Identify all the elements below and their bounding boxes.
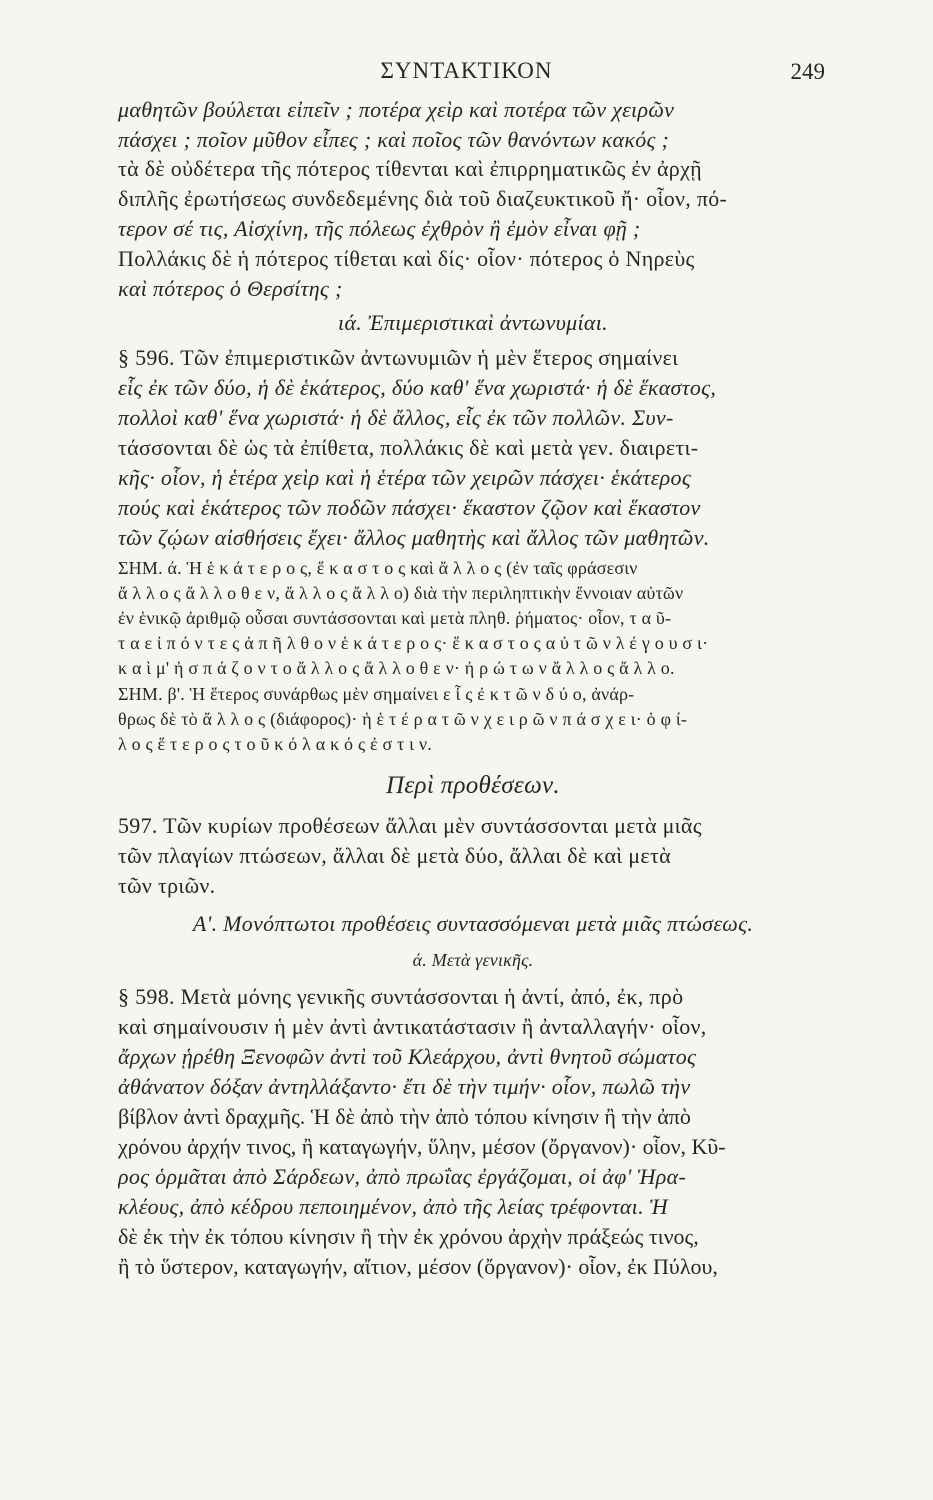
text-line: μαθητῶν βούλεται εἰπεῖν ; ποτέρα χεὶρ καὶ ποτέρα τῶν χειρῶν xyxy=(118,97,675,122)
text-line: ἄρχων ᾑρέθη Ξενοφῶν ἀντὶ τοῦ Κλεάρχου, ἀντὶ θνητοῦ σώματος xyxy=(118,1044,697,1069)
note-line: θρως δὲ τὸ ἄ λ λ ο ς (διάφορος)· ἡ ἑ τ έ ρ α τ ῶ ν χ ε ι ρ ῶ ν π ά σ χ ε ι· ὁ φ ί- xyxy=(118,709,688,729)
text-line: πούς καὶ ἑκάτερος τῶν ποδῶν πάσχει· ἕκαστον ζῷον καὶ ἕκαστον xyxy=(118,495,701,520)
text-line: εἷς ἐκ τῶν δύο, ἡ δὲ ἑκάτερος, δύο καθ' ἕνα χωριστά· ἡ δὲ ἕκαστος, xyxy=(118,375,717,400)
text-line: τῶν τριῶν. xyxy=(118,873,216,898)
note-line: ἄ λ λ ο ς ἄ λ λ ο θ ε ν, ἄ λ λ ο ς ἄ λ λ ο) διὰ τὴν περιληπτικὴν ἔννοιαν αὐτῶν xyxy=(118,583,684,603)
text-line: τῶν πλαγίων πτώσεων, ἄλλαι δὲ μετὰ δύο, ἄλλαι δὲ καὶ μετὰ xyxy=(118,843,671,868)
text-line: δὲ ἐκ τὴν ἐκ τόπου κίνησιν ἢ τὴν ἐκ χρόνου ἀρχὴν πράξεώς τινος, xyxy=(118,1224,699,1249)
text-line: διπλῆς ἐρωτήσεως συνδεδεμένης διὰ τοῦ διαζευκτικοῦ ἤ· οἷον, πό- xyxy=(118,186,728,211)
note-line: ἐν ἑνικῷ ἀριθμῷ οὖσαι συντάσσονται καὶ μετὰ πληθ. ῥήματος· οἷον, τ α ῦ- xyxy=(118,608,672,628)
text-line: Πολλάκις δὲ ἡ πότερος τίθεται καὶ δίς· οἷον· πότερος ὁ Νηρεὺς xyxy=(118,246,695,271)
text-line: βίβλον ἀντὶ δραχμῆς. Ἡ δὲ ἀπὸ τὴν ἀπὸ τόπου κίνησιν ἢ τὴν ἀπὸ xyxy=(118,1104,691,1129)
text-line: καὶ πότερος ὁ Θερσίτης ; xyxy=(118,276,343,301)
text-line: πάσχει ; ποῖον μῦθον εἶπες ; καὶ ποῖος τῶν θανόντων κακός ; xyxy=(118,127,670,152)
note-line: λ ο ς ἕ τ ε ρ ο ς τ ο ῦ κ ό λ α κ ό ς ἐ σ τ ι ν. xyxy=(118,734,432,754)
paragraph-598-line: § 598. Μετὰ μόνης γενικῆς συντάσσονται ἡ ἀντί, ἀπό, ἐκ, πρὸ xyxy=(118,984,684,1009)
paragraph-596-line: § 596. Τῶν ἐπιμεριστικῶν ἀντωνυμιῶν ἡ μὲν ἕτερος σημαίνει xyxy=(118,345,679,370)
note-line: τ α ε ἰ π ό ν τ ε ς ἀ π ῆ λ θ ο ν ἑ κ ά τ ε ρ ο ς· ἕ κ α σ τ ο ς α ὐ τ ῶ ν λ έ γ ο υ σ ι· xyxy=(118,633,709,653)
subsection-heading-small: ά. Μετὰ γενικῆς. xyxy=(412,950,534,970)
text-line: τῶν ζῴων αἰσθήσεις ἔχει· ἄλλος μαθητὴς καὶ ἄλλος τῶν μαθητῶν. xyxy=(118,525,710,550)
text-line: ἢ τὸ ὕστερον, καταγωγήν, αἴτιον, μέσον (ὄργανον)· οἷον, ἐκ Πύλου, xyxy=(118,1254,718,1279)
subsection-heading: Α'. Μονόπτωτοι προθέσεις συντασσόμεναι μετὰ μιᾶς πτώσεως. xyxy=(192,911,754,936)
note-line: ΣΗΜ. ά. Ἡ ἑ κ ά τ ε ρ ο ς, ἕ κ α σ τ ο ς καὶ ἄ λ λ ο ς (ἐν ταῖς φράσεσιν xyxy=(118,558,638,578)
page-number: 249 xyxy=(790,59,825,84)
text-line: καὶ σημαίνουσιν ἡ μὲν ἀντὶ ἀντικατάστασιν ἢ ἀνταλλαγήν· οἷον, xyxy=(118,1014,707,1039)
section-heading: ιά. Ἐπιμεριστικαὶ ἀντωνυμίαι. xyxy=(338,310,608,335)
note-line: κ α ὶ μ' ἠ σ π ά ζ ο ν τ ο ἄ λ λ ο ς ἄ λ λ ο θ ε ν· ἠ ρ ώ τ ω ν ἄ λ λ ο ς ἄ λ λ ο. xyxy=(118,658,675,678)
running-header-title: ΣΥΝΤΑΚΤΙΚΟΝ xyxy=(380,58,553,83)
paragraph-597-line: 597. Τῶν κυρίων προθέσεων ἄλλαι μὲν συντάσσονται μετὰ μιᾶς xyxy=(118,813,702,838)
text-line: πολλοὶ καθ' ἕνα χωριστά· ἡ δὲ ἄλλος, εἷς ἐκ τῶν πολλῶν. Συν- xyxy=(118,405,674,430)
note-line: ΣΗΜ. β'. Ἡ ἕτερος συνάρθως μὲν σημαίνει ε ἷ ς ἐ κ τ ῶ ν δ ύ ο, ἀνάρ- xyxy=(118,684,635,704)
text-line: τερον σέ τις, Αἰσχίνη, τῆς πόλεως ἐχθρὸν ἢ ἐμὸν εἶναι φῇ ; xyxy=(118,216,641,241)
text-line: κλέους, ἀπὸ κέδρου πεποιημένον, ἀπὸ τῆς λείας τρέφονται. Ἡ xyxy=(118,1194,669,1219)
section-heading: Περὶ προθέσεων. xyxy=(386,772,560,799)
text-line: κῆς· οἷον, ἡ ἑτέρα χεὶρ καὶ ἡ ἑτέρα τῶν χειρῶν πάσχει· ἑκάτερος xyxy=(118,465,692,490)
text-line: ἀθάνατον δόξαν ἀντηλλάξαντο· ἔτι δὲ τὴν τιμήν· οἷον, πωλῶ τὴν xyxy=(118,1074,691,1099)
text-line: ρος ὁρμᾶται ἀπὸ Σάρδεων, ἀπὸ πρωΐας ἐργάζομαι, οἱ ἀφ' Ἡρα- xyxy=(118,1164,687,1189)
text-line: χρόνου ἀρχήν τινος, ἢ καταγωγήν, ὕλην, μέσον (ὄργανον)· οἷον, Κῦ- xyxy=(118,1134,726,1159)
text-line: τάσσονται δὲ ὡς τὰ ἐπίθετα, πολλάκις δὲ καὶ μετὰ γεν. διαιρετι- xyxy=(118,435,699,460)
text-line: τὰ δὲ οὐδέτερα τῆς πότερος τίθενται καὶ ἐπιρρηματικῶς ἐν ἀρχῇ xyxy=(118,156,702,181)
